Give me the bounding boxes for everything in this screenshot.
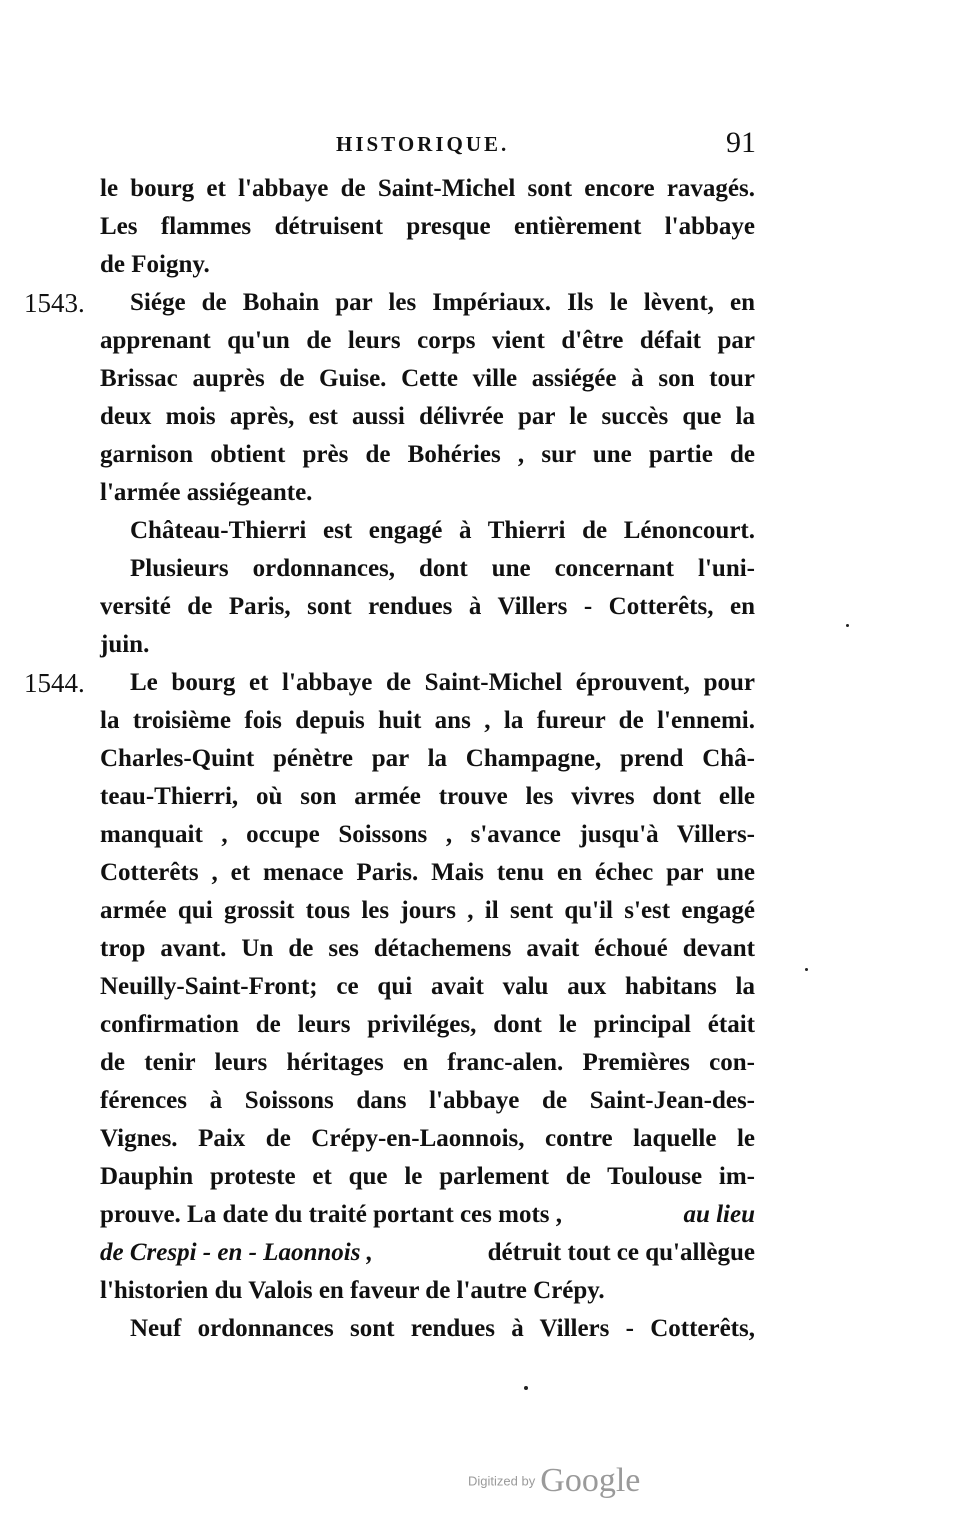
- text-line: Le bourg et l'abbaye de Saint-Michel éprouvent, pour: [130, 669, 755, 696]
- digitization-watermark: [468, 1462, 668, 1502]
- page-number: 91: [726, 126, 756, 159]
- print-speck: [524, 1386, 528, 1390]
- margin-year: 1544.: [24, 668, 85, 698]
- text-line: manquait , occupe Soissons , s'avance jusqu'à Villers-: [100, 821, 755, 848]
- italic-text-span: au lieu: [683, 1201, 755, 1228]
- text-line: [100, 1196, 755, 1234]
- digitized-by-text: Digitized by: [468, 1473, 536, 1489]
- text-line: Dauphin proteste et que le parlement de Toulouse im-: [100, 1163, 755, 1190]
- page-header: [0, 126, 974, 172]
- text-line: juin.: [100, 631, 150, 658]
- text-line: de tenir leurs héritages en franc-alen. Premières con-: [100, 1049, 755, 1076]
- text-line: Vignes. Paix de Crépy-en-Laonnois, contre laquelle le: [100, 1125, 755, 1152]
- text-line: la troisième fois depuis huit ans , la fureur de l'ennemi.: [100, 707, 755, 734]
- text-line: Neuilly-Saint-Front; ce qui avait valu aux habitans la: [100, 973, 755, 1000]
- text-line: garnison obtient près de Bohéries , sur une partie de: [100, 441, 755, 468]
- text-span: prouve. La date du traité portant ces mots ,: [100, 1201, 562, 1228]
- text-line: Les flammes détruisent presque entièrement l'abbaye: [100, 213, 755, 240]
- italic-text-span: de Crespi - en - Laonnois ,: [100, 1239, 373, 1266]
- running-title: HISTORIQUE.: [336, 132, 510, 156]
- text-line: férences à Soissons dans l'abbaye de Saint-Jean-des-: [100, 1087, 755, 1114]
- text-line: teau-Thierri, où son armée trouve les vivres dont elle: [100, 783, 755, 810]
- text-line: confirmation de leurs priviléges, dont le principal était: [100, 1011, 755, 1038]
- text-line: Neuf ordonnances sont rendues à Villers - Cotterêts,: [130, 1315, 755, 1342]
- text-line: Siége de Bohain par les Impériaux. Ils le lèvent, en: [130, 289, 755, 316]
- text-line: Plusieurs ordonnances, dont une concernant l'uni-: [130, 555, 755, 582]
- text-line: apprenant qu'un de leurs corps vient d'être défait par: [100, 327, 755, 354]
- text-line: trop avant. Un de ses détachemens avait échoué devant: [100, 935, 755, 962]
- print-speck: [805, 968, 808, 971]
- google-logo: Google: [540, 1462, 641, 1499]
- text-line: Brissac auprès de Guise. Cette ville assiégée à son tour: [100, 365, 755, 392]
- text-line: Château-Thierri est engagé à Thierri de Lénoncourt.: [130, 517, 755, 544]
- text-line: armée qui grossit tous les jours , il sent qu'il s'est engagé: [100, 897, 755, 924]
- text-line: [100, 1234, 755, 1272]
- margin-year: 1543.: [24, 288, 85, 318]
- text-line: Cotterêts , et menace Paris. Mais tenu en échec par une: [100, 859, 755, 886]
- text-line: Charles-Quint pénètre par la Champagne, prend Châ-: [100, 745, 755, 772]
- text-line: versité de Paris, sont rendues à Villers - Cotterêts, en: [100, 593, 755, 620]
- text-line: l'armée assiégeante.: [100, 479, 313, 506]
- print-speck: [846, 624, 849, 627]
- text-span: détruit tout ce qu'allègue: [487, 1239, 755, 1266]
- text-line: deux mois après, est aussi délivrée par le succès que la: [100, 403, 755, 430]
- text-line: de Foigny.: [100, 251, 210, 278]
- text-line: le bourg et l'abbaye de Saint-Michel sont encore ravagés.: [100, 175, 755, 202]
- text-line: l'historien du Valois en faveur de l'autre Crépy.: [100, 1277, 605, 1304]
